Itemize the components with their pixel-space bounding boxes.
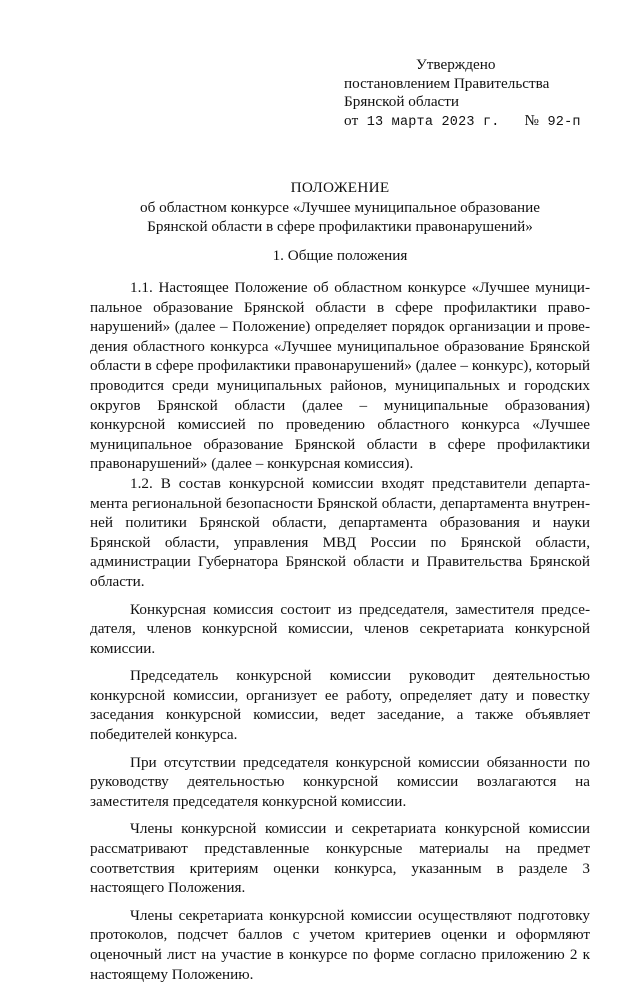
- document-subtitle-line1: об областном конкурсе «Лучшее муниципальное образование: [140, 198, 540, 216]
- paragraph: При отсутствии председателя конкурсной комиссии обязанности по руководству деятельностью конкурсной комиссии возлагаются на заместителя председателя конкурсной комиссии.: [90, 753, 590, 810]
- approval-stamp: [344, 56, 624, 132]
- paragraph: 1.2. В состав конкурсной комиссии входят представители департамента региональной безопасности Брянской области, департамента внутренней политики Брянской области, департамента образования и науки Брянской области, управления МВД России по Брянской области, администрации Губернатора Брянской области и Правительства Брянской области.: [90, 474, 590, 590]
- paragraph: Члены конкурсной комиссии и секретариата конкурсной комиссии рассматривают представленные конкурсные материалы на предмет соответствия критериям оценки конкурса, указанным в разделе 3 настоящего Положения.: [90, 820, 590, 897]
- paragraph: 1.1. Настоящее Положение об областном конкурсе «Лучшее муниципальное образование Брянской области в сфере профилактики правонарушений» (далее – Положение) определяет порядок организации и проведения областного конкурса «Лучшее муниципальное образование Брянской области в сфере профилактики правонарушений» (далее – конкурс), который проводится среди муниципальных районов, муниципальных и городских округов Брянской области (далее – муниципальные образования) конкурсной комиссией по проведению областного конкурса «Лучшее муниципальное образование Брянской области в сфере профилактики правонарушений» (далее – конкурсная комиссия).: [90, 279, 590, 473]
- document-title: [90, 178, 590, 237]
- section-title: 1. Общие положения: [272, 247, 408, 264]
- paragraph: Председатель конкурсной комиссии руководит деятельностью конкурсной комиссии, организует ее работу, определяет дату и повестку заседания конкурсной комиссии, ведет заседание, а также объявляет победителей конкурса.: [90, 667, 590, 744]
- paragraph: Члены секретариата конкурсной комиссии осуществляют подготовку протоколов, подсчет баллов с учетом критериев оценки и оформляют оценочный лист на участие в конкурсе по форме согласно приложению 2 к настоящему Положению.: [90, 906, 590, 983]
- document-subtitle-line2: Брянской области в сфере профилактики правонарушений»: [147, 218, 533, 235]
- paragraph: Конкурсная комиссия состоит из председателя, заместителя председателя, членов конкурсной комиссии, членов секретариата конкурсной комиссии.: [90, 600, 590, 657]
- document-heading: ПОЛОЖЕНИЕ: [290, 179, 390, 196]
- approval-number: 92-п: [547, 114, 581, 130]
- document-body: [90, 278, 590, 984]
- approval-date-line: [344, 112, 624, 133]
- approval-issuer: постановлением Правительства: [344, 74, 550, 92]
- approval-region: Брянской области: [344, 93, 460, 110]
- approval-title: Утверждено: [416, 56, 496, 73]
- approval-date-prefix: от: [344, 111, 359, 129]
- approval-date: 13 марта 2023 г.: [366, 114, 500, 130]
- approval-number-label: №: [524, 111, 540, 129]
